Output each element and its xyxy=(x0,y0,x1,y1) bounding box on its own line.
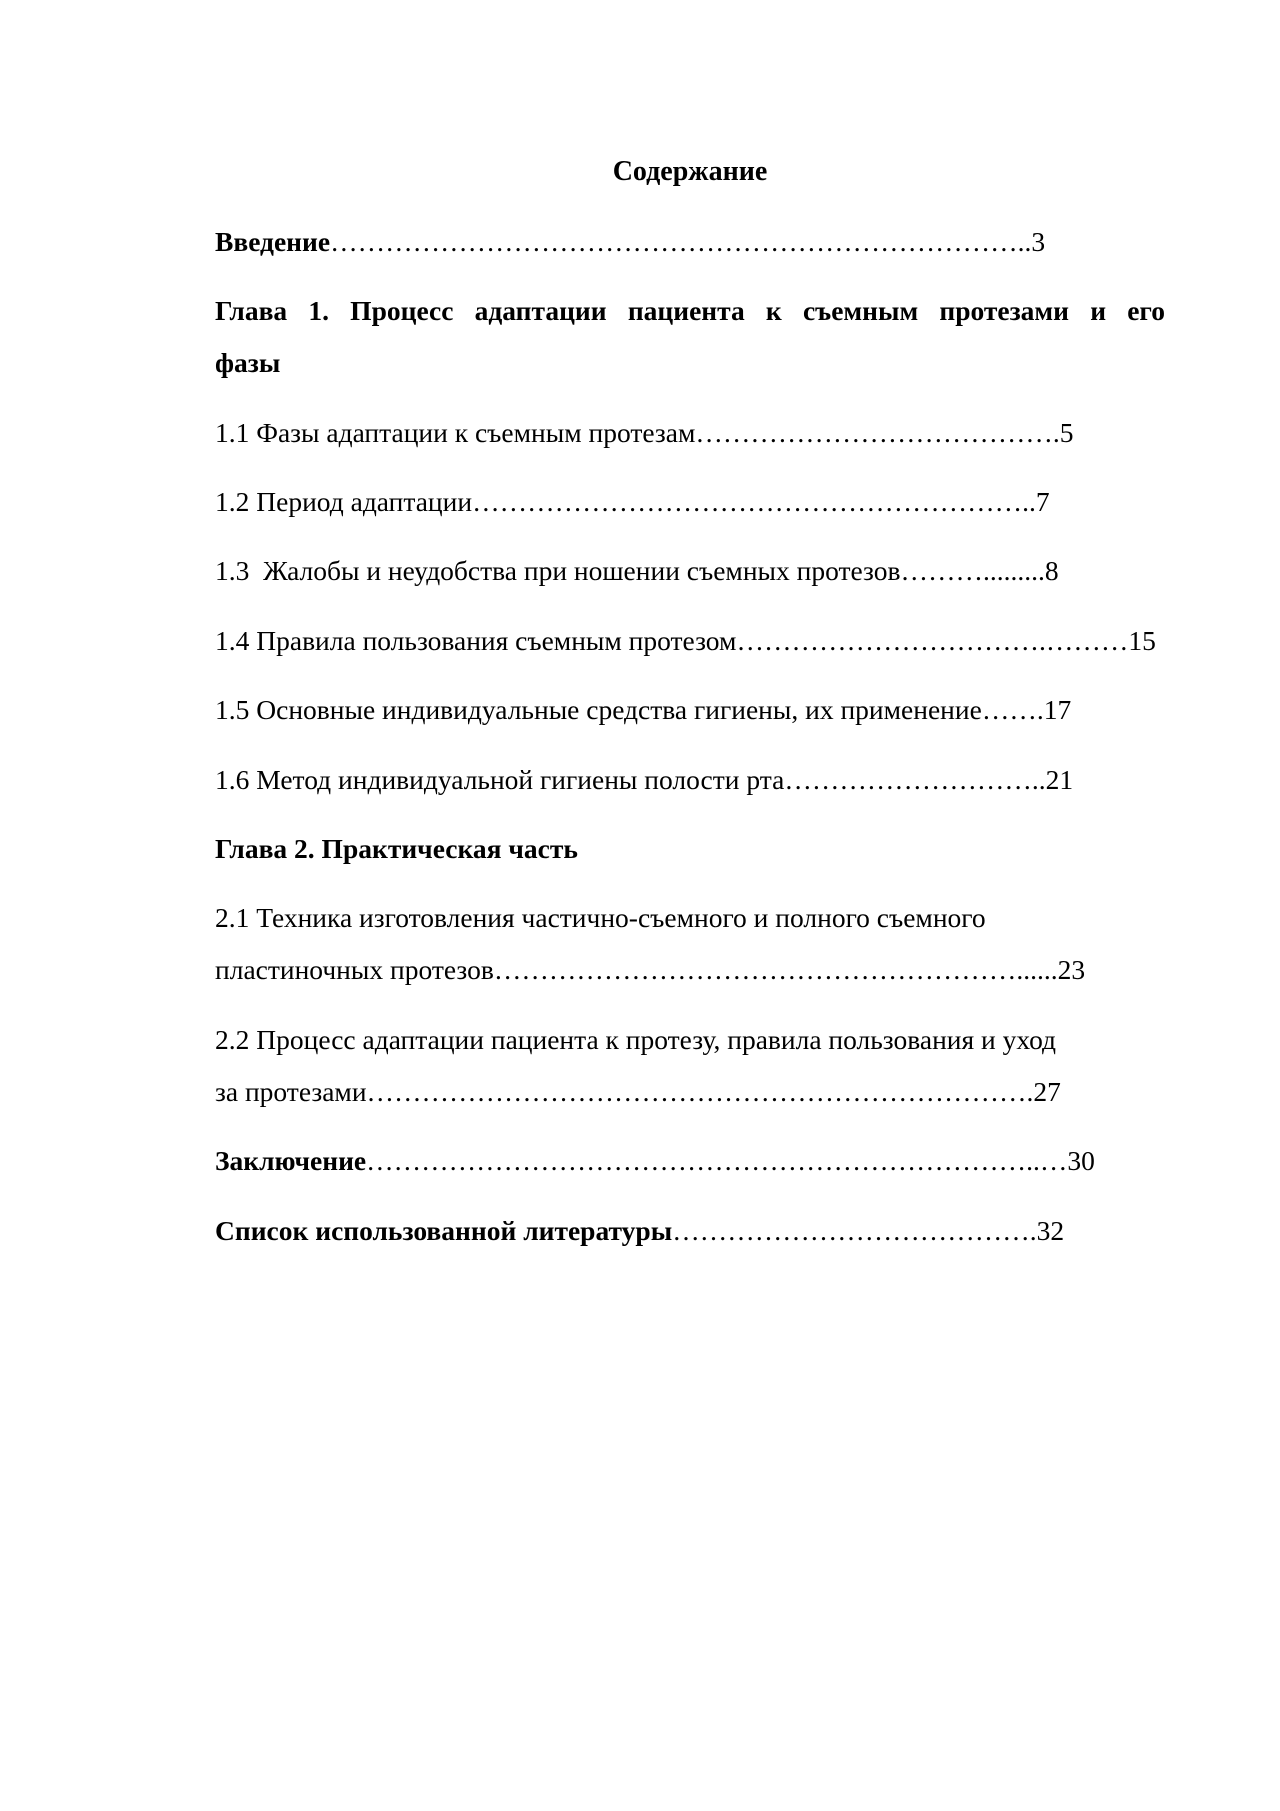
toc-entry-2-1-line1: 2.1 Техника изготовления частично-съемного и полного съемного xyxy=(215,902,986,933)
toc-entry-title: 1.1 Фазы адаптации к съемным протезам xyxy=(215,417,696,448)
toc-entry-title: Введение xyxy=(215,226,331,257)
toc-entry-title: за протезами xyxy=(215,1076,367,1107)
toc-leader: ……………………….. xyxy=(784,764,1046,795)
toc-page-number: 27 xyxy=(1033,1076,1061,1107)
toc-page-number: 15 xyxy=(1128,625,1156,656)
toc-entry-conclusion xyxy=(215,1141,1095,1181)
toc-entry-1-2 xyxy=(215,482,1050,522)
toc-entry-1-1 xyxy=(215,413,1074,453)
toc-leader: ………......... xyxy=(900,555,1045,586)
toc-entry-references xyxy=(215,1211,1064,1251)
toc-chapter-1-line2: фазы xyxy=(215,347,281,378)
toc-entry-title: 1.2 Период адаптации xyxy=(215,486,473,517)
toc-entry-title: пластиночных протезов xyxy=(215,954,494,985)
toc-leader: …………………………………. xyxy=(672,1215,1037,1246)
toc-leader: …………………………………………………...... xyxy=(493,954,1058,985)
toc-leader: ………………………………………………………………..… xyxy=(366,1145,1068,1176)
toc-leader: …………………………………. xyxy=(695,417,1060,448)
toc-entry-title: 1.3 Жалобы и неудобства при ношении съемных протезов xyxy=(215,555,901,586)
toc-entry-introduction xyxy=(215,222,1045,262)
toc-entry-2-1-line2 xyxy=(215,950,1085,990)
toc-page-number: 32 xyxy=(1036,1215,1065,1246)
toc-page-number: 5 xyxy=(1059,417,1074,448)
toc-page-number: 30 xyxy=(1067,1145,1095,1176)
toc-entry-title: 1.6 Метод индивидуальной гигиены полости рта xyxy=(215,764,785,795)
toc-page-number: 8 xyxy=(1044,555,1059,586)
toc-page-number: 23 xyxy=(1057,954,1086,985)
toc-entry-1-3 xyxy=(215,551,1059,591)
toc-page-number: 3 xyxy=(1031,226,1046,257)
toc-chapter-1-line1: Глава 1. Процесс адаптации пациента к съемным протезами и его xyxy=(215,295,1165,326)
toc-leader: ………………………………………………………………….. xyxy=(330,226,1032,257)
toc-entry-1-6 xyxy=(215,760,1073,800)
toc-entry-title: 1.4 Правила пользования съемным протезом xyxy=(215,625,737,656)
page-title: Содержание xyxy=(612,156,768,187)
toc-chapter-2: Глава 2. Практическая часть xyxy=(215,833,578,864)
toc-entry-1-4 xyxy=(215,621,1156,661)
toc-page-number: 21 xyxy=(1045,764,1074,795)
toc-entry-2-2-line2 xyxy=(215,1072,1061,1112)
toc-entry-title: 1.5 Основные индивидуальные средства гигиены, их применение xyxy=(215,694,982,725)
toc-entry-title: Список использованной литературы xyxy=(215,1215,673,1246)
toc-page-number: 7 xyxy=(1035,486,1050,517)
toc-entry-2-2-line1: 2.2 Процесс адаптации пациента к протезу, правила пользования и уход xyxy=(215,1024,1057,1055)
toc-leader: …………………………….……… xyxy=(736,625,1129,656)
toc-leader: ………………………………………………………………. xyxy=(366,1076,1034,1107)
toc-leader: ……. xyxy=(981,694,1044,725)
toc-leader: …………………………………………………….. xyxy=(472,486,1036,517)
toc-entry-1-5 xyxy=(215,690,1071,730)
toc-page-number: 17 xyxy=(1043,694,1072,725)
toc-entry-title: Заключение xyxy=(215,1145,367,1176)
